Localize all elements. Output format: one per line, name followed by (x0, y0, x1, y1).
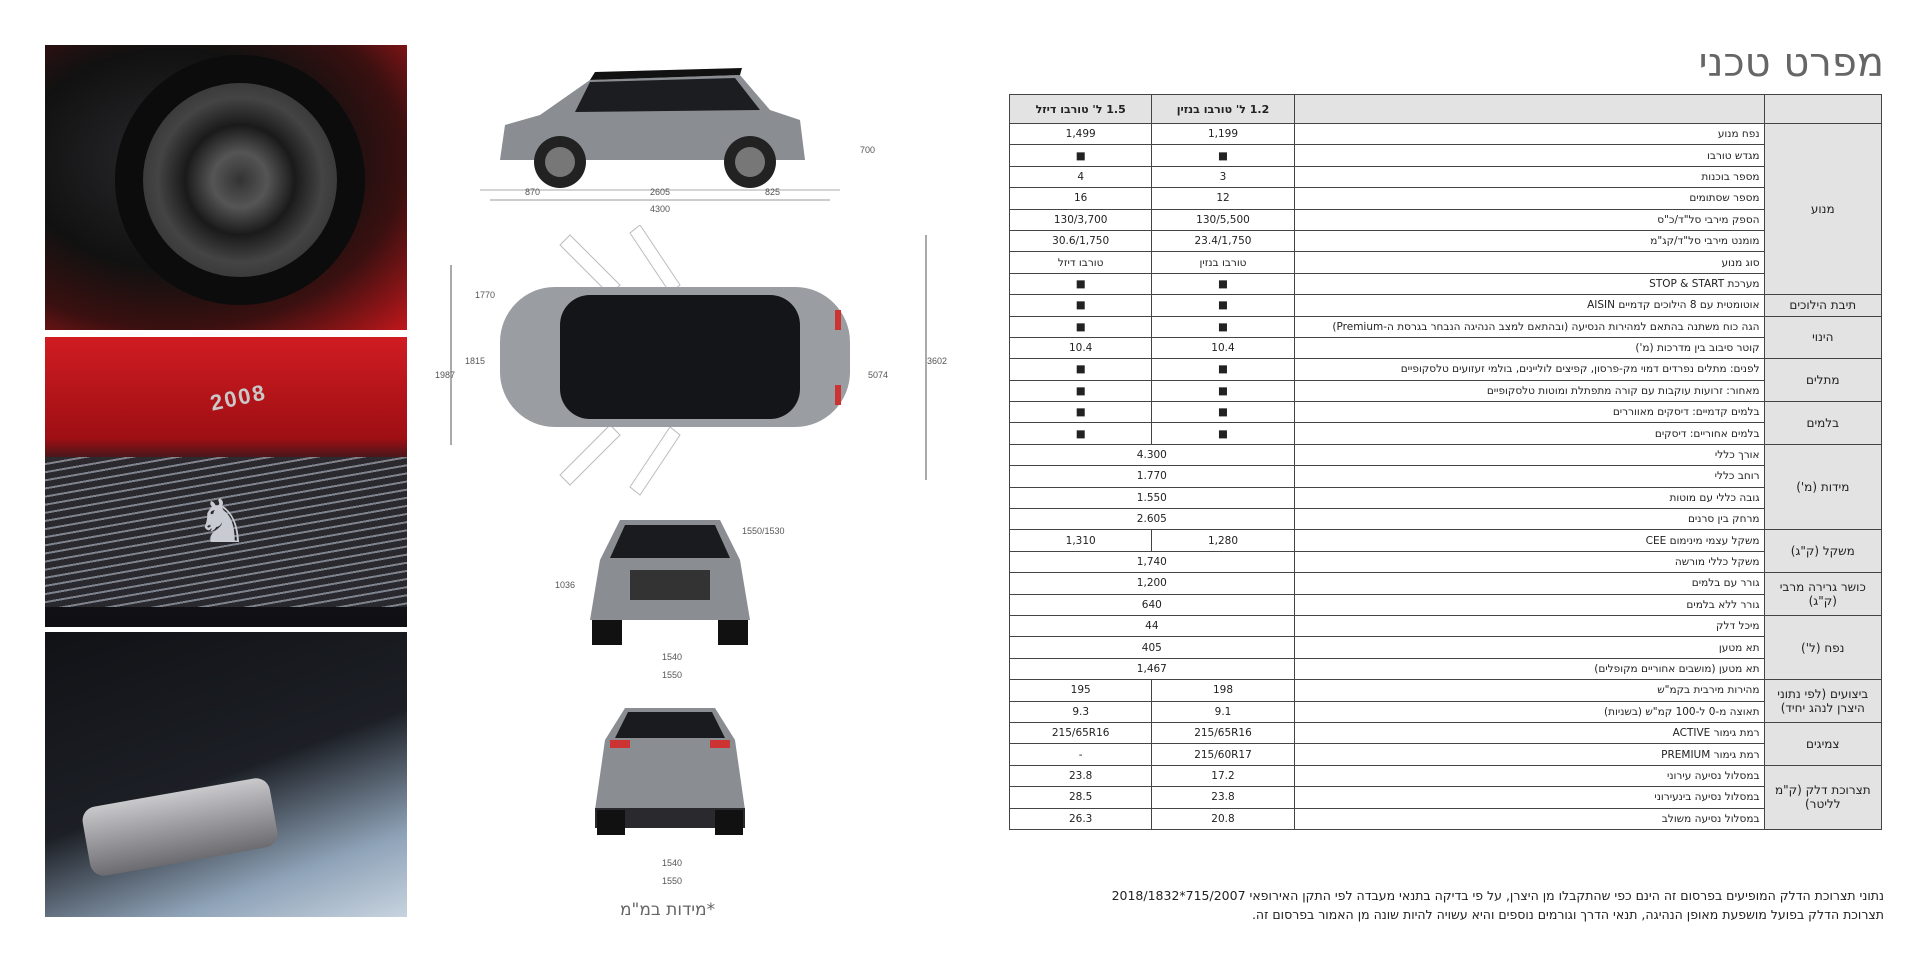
diesel-value-cell: 195 (1010, 680, 1152, 701)
table-row (1010, 765, 1882, 786)
petrol-value-cell: 23.8 (1152, 787, 1294, 808)
doors-open-label-1: 5074 (868, 370, 889, 380)
front-view-drawing (570, 510, 770, 670)
feature-cell: מספר שסתומים (1294, 188, 1764, 209)
feature-cell: בלמים אחוריים: דיסקים (1294, 423, 1764, 444)
merged-value-cell: 44 (1010, 615, 1295, 636)
header-diesel: 1.5 ל' טורבו דיזל (1010, 95, 1152, 124)
rear-track-label: 1540 (662, 858, 683, 868)
petrol-value-cell: 1,280 (1152, 530, 1294, 551)
category-cell: בלמים (1764, 402, 1881, 445)
feature-cell: מגדש טורבו (1294, 145, 1764, 166)
category-cell: מנוע (1764, 124, 1881, 295)
feature-cell: במסלול נסיעה בינעירוני (1294, 787, 1764, 808)
wheel-photo (45, 45, 407, 330)
merged-value-cell: 640 (1010, 594, 1295, 615)
page-title: מפרט טכני (1698, 40, 1884, 86)
merged-value-cell: 1.770 (1010, 466, 1295, 487)
petrol-value-cell: 215/65R16 (1152, 722, 1294, 743)
table-row (1010, 530, 1882, 551)
petrol-value-cell: ■ (1152, 145, 1294, 166)
feature-cell: לפנים: מתלים נפרדים דמוי מק-פרסון, קפיצים לוליינים, בולמי זעזועים טלסקופיים (1294, 359, 1764, 380)
width-body-label: 1815 (465, 356, 486, 366)
merged-value-cell: 2.605 (1010, 509, 1295, 530)
front-overhang-label: 870 (525, 187, 541, 197)
width-closed-label: 1770 (475, 290, 496, 300)
diesel-value-cell: 28.5 (1010, 787, 1152, 808)
front-track-label: 1540 (662, 652, 683, 662)
feature-cell: מאחור: זרועות עוקבות עם קורה מתפתלת ומוטות טלסקופיים (1294, 380, 1764, 401)
feature-cell: תא מטען (1294, 637, 1764, 658)
wheelbase-label: 2605 (650, 187, 671, 197)
diesel-value-cell: ■ (1010, 295, 1152, 316)
feature-cell: מומנט מירבי סל"ד/קג"מ (1294, 230, 1764, 251)
spec-table-body (1010, 124, 1882, 830)
doors-open-label-2: 3602 (927, 356, 948, 366)
petrol-value-cell: ■ (1152, 359, 1294, 380)
feature-cell: משקל עצמי מינימום CEE (1294, 530, 1764, 551)
diesel-value-cell: ■ (1010, 359, 1152, 380)
diesel-value-cell: 30.6/1,750 (1010, 230, 1152, 251)
table-header-row (1010, 95, 1882, 124)
petrol-value-cell: 215/60R17 (1152, 744, 1294, 765)
petrol-value-cell: ■ (1152, 295, 1294, 316)
feature-cell: הגה כוח משתנה בהתאם למהירות הנסיעה (ובהתאם למצב הנהיגה הנבחר בגרסת ה-Premium) (1294, 316, 1764, 337)
front-height-label: 1550/1530 (742, 526, 785, 536)
table-row (1010, 487, 1882, 508)
table-row (1010, 337, 1882, 358)
category-cell: כושר גרירה מרבי (ק"ג) (1764, 573, 1881, 616)
footnote-line-1: נתוני תצרוכת הדלק המופיעים בפרסום זה הינם כפי שהתקבלו מן היצרן, על פי בדיקה בתנאי מעבדה לפי התקן האירופאי 715/2007*2018/1832 (1111, 888, 1884, 903)
table-row (1010, 509, 1882, 530)
table-row (1010, 273, 1882, 294)
diesel-value-cell: 26.3 (1010, 808, 1152, 829)
diesel-value-cell: 1,499 (1010, 124, 1152, 145)
table-row (1010, 252, 1882, 273)
category-cell: תצרוכת דלק (ק"מ לליטר) (1764, 765, 1881, 829)
feature-cell: במסלול נסיעה משולב (1294, 808, 1764, 829)
merged-value-cell: 1,467 (1010, 658, 1295, 679)
table-row (1010, 722, 1882, 743)
diesel-value-cell: 130/3,700 (1010, 209, 1152, 230)
petrol-value-cell: טורבו בנזין (1152, 252, 1294, 273)
table-row (1010, 444, 1882, 465)
feature-cell: נפח מנוע (1294, 124, 1764, 145)
lion-logo-icon: ♞ (195, 488, 249, 555)
table-row (1010, 166, 1882, 187)
petrol-value-cell: 17.2 (1152, 765, 1294, 786)
feature-cell: תאוצה מ-0 ל-100 קמ"ש (בשניות) (1294, 701, 1764, 722)
table-row (1010, 402, 1882, 423)
footnote-line-2: תצרוכת הדלק בפועל מושפעת מאופן הנהיגה, תנאי הדרך וגורמים נוספים והיא עשויה להיות שונה מן האמור בפרסום זה. (1251, 907, 1884, 922)
exhaust-tip (80, 776, 279, 878)
table-row (1010, 466, 1882, 487)
category-cell: הינוי (1764, 316, 1881, 359)
clearance-label: 700 (860, 145, 876, 155)
table-row (1010, 145, 1882, 166)
petrol-value-cell: ■ (1152, 402, 1294, 423)
table-row (1010, 594, 1882, 615)
merged-value-cell: 1.550 (1010, 487, 1295, 508)
feature-cell: מהירות מירבית בקמ"ש (1294, 680, 1764, 701)
diesel-value-cell: טורבו דיזל (1010, 252, 1152, 273)
feature-cell: קוטר סיבוב בין מדרכות (מ') (1294, 337, 1764, 358)
diesel-value-cell: 16 (1010, 188, 1152, 209)
diesel-value-cell: - (1010, 744, 1152, 765)
feature-cell: רמת גימור ACTIVE (1294, 722, 1764, 743)
petrol-value-cell: ■ (1152, 273, 1294, 294)
table-row (1010, 551, 1882, 572)
diesel-value-cell: 1,310 (1010, 530, 1152, 551)
diesel-value-cell: 9.3 (1010, 701, 1152, 722)
category-cell: מידות (מ') (1764, 444, 1881, 530)
feature-cell: מרחק בין סרנים (1294, 509, 1764, 530)
petrol-value-cell: 198 (1152, 680, 1294, 701)
petrol-value-cell: 12 (1152, 188, 1294, 209)
petrol-value-cell: 23.4/1,750 (1152, 230, 1294, 251)
category-cell: צמיגים (1764, 722, 1881, 765)
feature-cell: גורר ללא בלמים (1294, 594, 1764, 615)
petrol-value-cell: 9.1 (1152, 701, 1294, 722)
feature-cell: אוטומטית עם 8 הילוכים קדמיים AISIN (1294, 295, 1764, 316)
category-cell: תיבת הילוכים (1764, 295, 1881, 316)
category-cell: ביצועים (לפי נתוני היצרן לנהג יחיד) (1764, 680, 1881, 723)
feature-cell: רוחב כללי (1294, 466, 1764, 487)
merged-value-cell: 1,200 (1010, 573, 1295, 594)
table-row (1010, 188, 1882, 209)
rear-width-label: 1550 (662, 876, 683, 886)
diesel-value-cell: 10.4 (1010, 337, 1152, 358)
feature-cell: מערכת STOP & START (1294, 273, 1764, 294)
table-row (1010, 295, 1882, 316)
table-row (1010, 124, 1882, 145)
fuel-footnote (1004, 886, 1884, 924)
diesel-value-cell: 215/65R16 (1010, 722, 1152, 743)
width-mirrors-label: 1987 (435, 370, 456, 380)
feature-cell: הספק מירבי סל"ד/כ"ס (1294, 209, 1764, 230)
feature-cell: משקל כללי מורשה (1294, 551, 1764, 572)
model-badge: 2008 (207, 379, 269, 416)
diesel-value-cell: 23.8 (1010, 765, 1152, 786)
table-row (1010, 658, 1882, 679)
table-row (1010, 808, 1882, 829)
diesel-value-cell: ■ (1010, 402, 1152, 423)
diesel-value-cell: ■ (1010, 273, 1152, 294)
front-ground-label: 1036 (555, 580, 576, 590)
table-row (1010, 787, 1882, 808)
diesel-value-cell: ■ (1010, 316, 1152, 337)
table-row (1010, 209, 1882, 230)
category-cell: נפח (ל') (1764, 615, 1881, 679)
header-petrol: 1.2 ל' טורבו בנזין (1152, 95, 1294, 124)
table-row (1010, 573, 1882, 594)
front-width-label: 1550 (662, 670, 683, 680)
header-feature-cell (1294, 95, 1764, 124)
table-row (1010, 230, 1882, 251)
diesel-value-cell: ■ (1010, 380, 1152, 401)
feature-cell: בלמים קדמיים: דיסקים מאווררים (1294, 402, 1764, 423)
table-row (1010, 744, 1882, 765)
table-row (1010, 615, 1882, 636)
petrol-value-cell: 10.4 (1152, 337, 1294, 358)
length-label: 4300 (650, 204, 671, 214)
petrol-value-cell: 1,199 (1152, 124, 1294, 145)
category-cell: משקל (ק"ג) (1764, 530, 1881, 573)
feature-cell: במסלול נסיעה עירוני (1294, 765, 1764, 786)
diesel-value-cell: ■ (1010, 145, 1152, 166)
table-row (1010, 316, 1882, 337)
feature-cell: רמת גימור PREMIUM (1294, 744, 1764, 765)
category-cell: מתלים (1764, 359, 1881, 402)
exhaust-photo (45, 632, 407, 917)
petrol-value-cell: 3 (1152, 166, 1294, 187)
table-row (1010, 380, 1882, 401)
table-row (1010, 423, 1882, 444)
petrol-value-cell: ■ (1152, 423, 1294, 444)
diesel-value-cell: 4 (1010, 166, 1152, 187)
feature-cell: גורר עם בלמים (1294, 573, 1764, 594)
table-row (1010, 680, 1882, 701)
feature-cell: מיכל דלק (1294, 615, 1764, 636)
dimensions-caption: *מידות במ"מ (620, 900, 716, 920)
spec-table (1009, 94, 1882, 830)
table-row (1010, 359, 1882, 380)
wheel-rim (115, 55, 365, 305)
feature-cell: גובה כללי עם מוטות (1294, 487, 1764, 508)
table-row (1010, 701, 1882, 722)
table-row (1010, 637, 1882, 658)
diesel-value-cell: ■ (1010, 423, 1152, 444)
petrol-value-cell: 20.8 (1152, 808, 1294, 829)
petrol-value-cell: ■ (1152, 380, 1294, 401)
merged-value-cell: 1,740 (1010, 551, 1295, 572)
rear-view-drawing (570, 700, 770, 860)
top-view-drawing (430, 225, 950, 505)
rear-overhang-label: 825 (765, 187, 781, 197)
feature-cell: מספר בוכנות (1294, 166, 1764, 187)
feature-cell: תא מטען (מושבים אחוריים מקופלים) (1294, 658, 1764, 679)
feature-cell: סוג מנוע (1294, 252, 1764, 273)
feature-cell: אורך כללי (1294, 444, 1764, 465)
grille-photo (45, 337, 407, 627)
merged-value-cell: 4.300 (1010, 444, 1295, 465)
petrol-value-cell: 130/5,500 (1152, 209, 1294, 230)
header-category-cell (1764, 95, 1881, 124)
petrol-value-cell: ■ (1152, 316, 1294, 337)
merged-value-cell: 405 (1010, 637, 1295, 658)
dimension-drawings (430, 40, 950, 920)
